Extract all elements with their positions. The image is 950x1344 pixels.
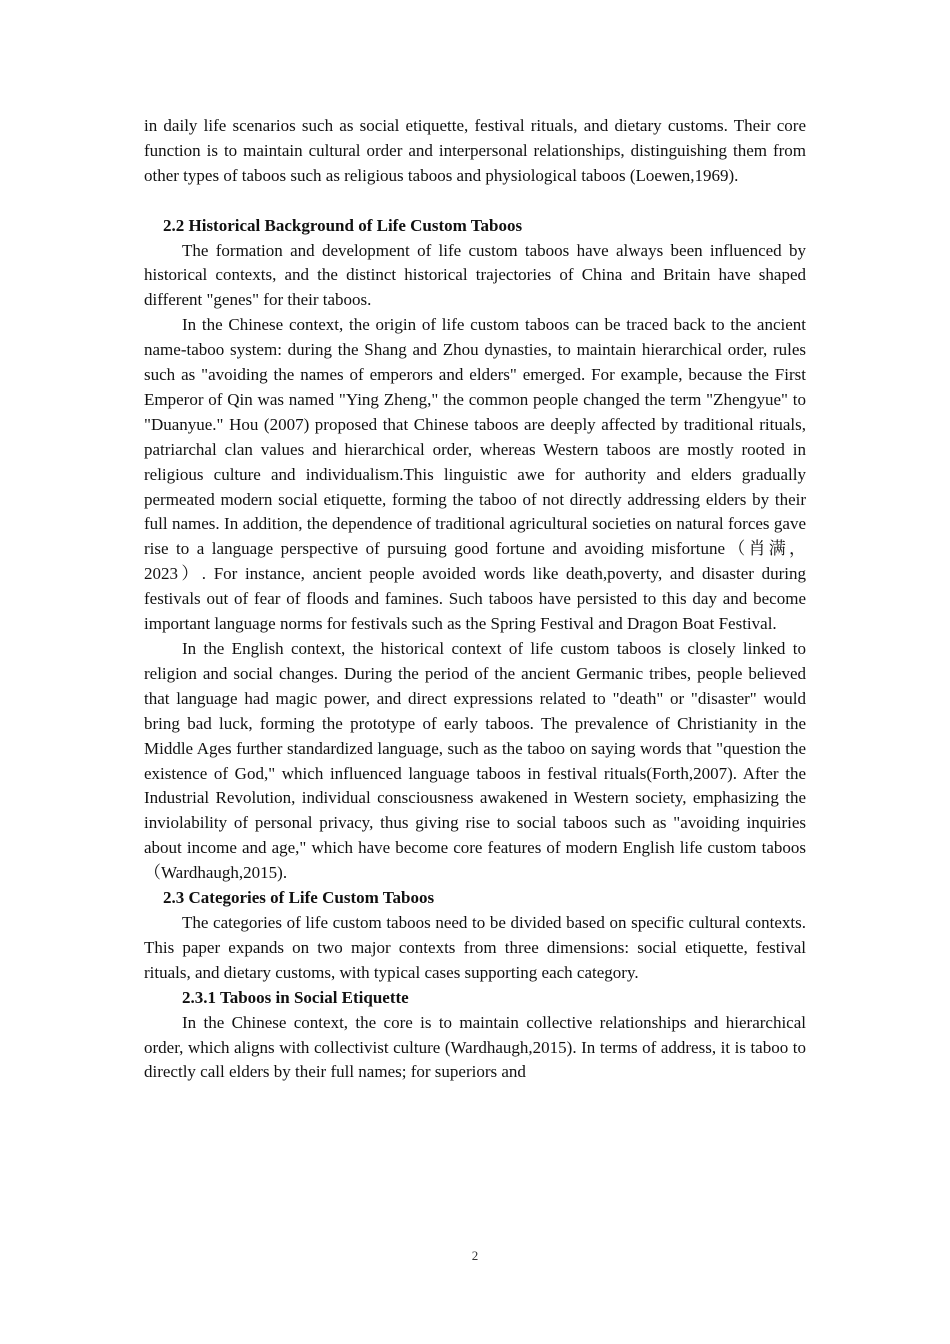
paragraph-2-3: The categories of life custom taboos need to be divided based on specific cultural contexts. This paper expands on two major contexts from three dimensions: social etiquette, festival rituals, and dietary customs, with typical cases supporting each category. bbox=[144, 912, 806, 982]
paragraph-2-2-b: In the Chinese context, the origin of life custom taboos can be traced back to the ancient name-taboo system: during the Shang and Zhou dynasties, to maintain hierarchical order, rules such as "avoiding the names of emperors and elders" emerged. For example, because the First Emperor of Qin was named "Ying Zheng," the common people changed the term "Zhengyue" to "Duanyue." Hou (2007) proposed that Chinese taboos are deeply affected by traditional rituals, patriarchal clan values and hierarchical order, whereas Western taboos are mostly rooted in religious culture and individualism.This linguistic awe for authority and elders gradually permeated modern social etiquette, forming the taboo of not directly addressing elders by their full names. In addition, the dependence of traditional agricultural societies on natural forces gave rise to a language perspective of pursuing good fortune and avoiding misfortune（肖满， 2023）. For instance, ancient people avoided words like death,poverty, and disaster during festivals out of fear of floods and famines. Such taboos have persisted to this day and become important language norms for festivals such as the Spring Festival and Dragon Boat Festival. bbox=[144, 315, 806, 634]
paragraph-intro: in daily life scenarios such as social etiquette, festival rituals, and dietary customs. Their core function is to maintain cultural order and interpersonal relationships, distinguishing them from other types of taboos such as religious taboos and physiological taboos (Loewen,1969). bbox=[144, 116, 806, 185]
page-number: 2 bbox=[471, 1248, 479, 1263]
subsection-heading-2-3-1: 2.3.1 Taboos in Social Etiquette bbox=[182, 987, 409, 1007]
paragraph-gap bbox=[144, 189, 806, 214]
paragraph-2-3-1: In the Chinese context, the core is to maintain collective relationships and hierarchical order, which aligns with collectivist culture (Wardhaugh,2015). In terms of address, it is taboo to directly call elders by their full names; for superiors and bbox=[144, 1012, 806, 1082]
paragraph-2-2-c: In the English context, the historical context of life custom taboos is closely linked to religion and social changes. During the period of the ancient Germanic tribes, people believed that language had magic power, and direct expressions related to "death" or "disaster" would bring bad luck, forming the prototype of early taboos. The prevalence of Christianity in the Middle Ages further standardized language, such as the taboo on saying words that "question the existence of God," which influenced language taboos in festival rituals(Forth,2007). After the Industrial Revolution, individual consciousness awakened in Western society, emphasizing the inviolability of personal privacy, thus giving rise to social taboos such as "avoiding inquiries about income and age," which have become core features of modern English life custom taboos（Wardhaugh,2015). bbox=[144, 639, 806, 883]
section-heading-2-3: 2.3 Categories of Life Custom Taboos bbox=[163, 888, 435, 908]
document-page bbox=[144, 114, 806, 1085]
section-heading-2-2: 2.2 Historical Background of Life Custom Taboos bbox=[163, 215, 523, 235]
paragraph-2-2-a: The formation and development of life custom taboos have always been influenced by historical contexts, and the distinct historical trajectories of China and Britain have shaped different "genes" for their taboos. bbox=[144, 240, 806, 310]
